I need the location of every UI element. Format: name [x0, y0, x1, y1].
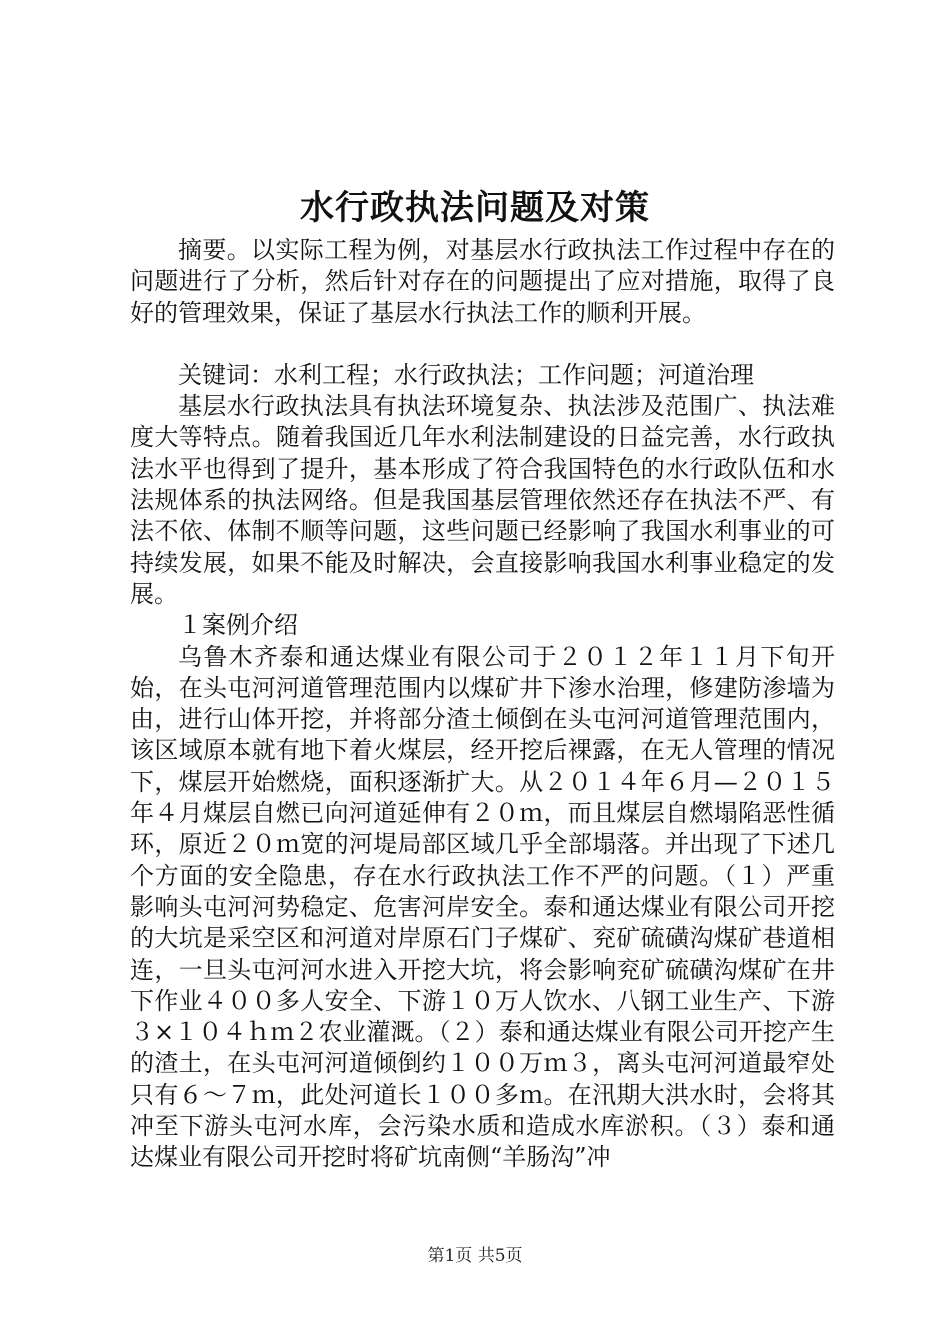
- case-paragraph: 乌鲁木齐泰和通达煤业有限公司于２０１２年１１月下旬开始，在头屯河河道管理范围内以煤矿井下渗水治理，修建防渗墙为由，进行山体开挖，并将部分渣土倾倒在头屯河河道管理范围内，该区域原本就有地下着火煤层，经开挖后裸露，在无人管理的情况下，煤层开始燃烧，面积逐渐扩大。从２０１４年６月—２０１５年４月煤层自燃已向河道延伸有２０ｍ，而且煤层自燃塌陷恶性循环，原近２０ｍ宽的河堤局部区域几乎全部塌落。并出现了下述几个方面的安全隐患，存在水行政执法工作不严的问题。（１）严重影响头屯河河势稳定、危害河岸安全。泰和通达煤业有限公司开挖的大坑是采空区和河道对岸原石门子煤矿、兖矿硫磺沟煤矿巷道相连，一旦头屯河河水进入开挖大坑，将会影响兖矿硫磺沟煤矿在井下作业４００多人安全、下游１０万人饮水、八钢工业生产、下游３×１０４ｈｍ２农业灌溉。（２）泰和通达煤业有限公司开挖产生的渣土，在头屯河河道倾倒约１００万ｍ３，离头屯河河道最窄处只有６～７ｍ，此处河道长１００多ｍ。在汛期大洪水时，会将其冲至下游头屯河水库，会污染水质和造成水库淤积。（３）泰和通达煤业有限公司开挖时将矿坑南侧“羊肠沟”冲: [130, 642, 835, 1172]
- document-body: [130, 235, 835, 1174]
- keywords-paragraph: 关键词：水利工程；水行政执法；工作问题；河道治理: [178, 360, 754, 389]
- page-number-footer: 第1页 共5页: [427, 1246, 523, 1266]
- section-heading: １案例介绍: [178, 611, 298, 640]
- abstract-paragraph: 摘要。以实际工程为例，对基层水行政执法工作过程中存在的问题进行了分析，然后针对存在的问题提出了应对措施，取得了良好的管理效果，保证了基层水行执法工作的顺利开展。: [130, 236, 835, 327]
- document-title: 水行政执法问题及对策: [300, 188, 650, 228]
- intro-paragraph: 基层水行政执法具有执法环境复杂、执法涉及范围广、执法难度大等特点。随着我国近几年水利法制建设的日益完善，水行政执法水平也得到了提升，基本形成了符合我国特色的水行政队伍和水法规体系的执法网络。但是我国基层管理依然还存在执法不严、有法不依、体制不顺等问题，这些问题已经影响了我国水利事业的可持续发展，如果不能及时解决，会直接影响我国水利事业稳定的发展。: [130, 392, 835, 608]
